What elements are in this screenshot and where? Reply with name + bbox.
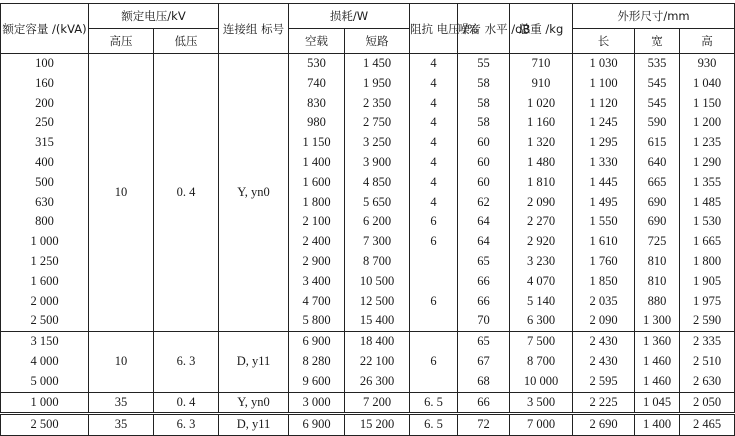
capacity-cell: 800 xyxy=(1,212,89,232)
noise-cell: 66 xyxy=(458,292,510,312)
length-cell: 2 595 xyxy=(573,372,635,392)
weight-cell: 8 700 xyxy=(510,352,573,372)
capacity-cell: 1 000 xyxy=(1,392,89,414)
connection-cell: D, y11 xyxy=(219,414,289,436)
loss-short-cell: 7 200 xyxy=(345,392,410,414)
width-cell: 1 360 xyxy=(635,332,680,352)
noise-cell: 65 xyxy=(458,332,510,352)
noise-cell: 58 xyxy=(458,74,510,94)
width-cell: 535 xyxy=(635,54,680,74)
noise-cell: 58 xyxy=(458,94,510,114)
loss-noload-cell: 830 xyxy=(289,94,345,114)
header-connection: 连接组 标号 xyxy=(219,4,289,54)
weight-cell: 2 270 xyxy=(510,212,573,232)
loss-short-cell: 15 200 xyxy=(345,414,410,436)
impedance-cell: 4 xyxy=(410,113,458,133)
table-row xyxy=(1,414,735,436)
noise-cell: 64 xyxy=(458,232,510,252)
weight-cell: 1 160 xyxy=(510,113,573,133)
impedance-cell: 6. 5 xyxy=(410,392,458,414)
loss-short-cell: 26 300 xyxy=(345,372,410,392)
spec-table-container xyxy=(0,3,722,436)
impedance-cell: 4 xyxy=(410,54,458,74)
loss-noload-cell: 4 700 xyxy=(289,292,345,312)
voltage-low-cell: 0. 4 xyxy=(154,392,219,414)
weight-cell: 1 020 xyxy=(510,94,573,114)
noise-cell: 60 xyxy=(458,173,510,193)
capacity-cell: 500 xyxy=(1,173,89,193)
length-cell: 1 550 xyxy=(573,212,635,232)
impedance-cell xyxy=(410,272,458,292)
impedance-cell: 6 xyxy=(410,332,458,392)
capacity-cell: 200 xyxy=(1,94,89,114)
width-cell: 665 xyxy=(635,173,680,193)
loss-noload-cell: 8 280 xyxy=(289,352,345,372)
capacity-cell: 630 xyxy=(1,193,89,213)
height-cell: 1 485 xyxy=(680,193,735,213)
width-cell: 725 xyxy=(635,232,680,252)
impedance-cell xyxy=(410,311,458,331)
width-cell: 590 xyxy=(635,113,680,133)
impedance-cell: 6. 5 xyxy=(410,414,458,436)
weight-cell: 7 500 xyxy=(510,332,573,352)
weight-cell: 3 500 xyxy=(510,392,573,414)
length-cell: 1 495 xyxy=(573,193,635,213)
width-cell: 690 xyxy=(635,193,680,213)
height-cell: 1 235 xyxy=(680,133,735,153)
width-cell: 545 xyxy=(635,74,680,94)
loss-noload-cell: 740 xyxy=(289,74,345,94)
loss-short-cell: 6 200 xyxy=(345,212,410,232)
weight-cell: 2 920 xyxy=(510,232,573,252)
length-cell: 1 100 xyxy=(573,74,635,94)
header-dimensions: 外形尺寸/mm xyxy=(573,4,735,29)
loss-short-cell: 2 750 xyxy=(345,113,410,133)
table-row xyxy=(1,332,735,352)
connection-cell: Y, yn0 xyxy=(219,392,289,414)
height-cell: 2 050 xyxy=(680,392,735,414)
loss-short-cell: 1 450 xyxy=(345,54,410,74)
height-cell: 1 150 xyxy=(680,94,735,114)
capacity-cell: 3 150 xyxy=(1,332,89,352)
loss-noload-cell: 6 900 xyxy=(289,414,345,436)
noise-cell: 64 xyxy=(458,212,510,232)
voltage-low-cell: 6. 3 xyxy=(154,332,219,392)
loss-noload-cell: 2 900 xyxy=(289,252,345,272)
length-cell: 1 445 xyxy=(573,173,635,193)
height-cell: 1 290 xyxy=(680,153,735,173)
loss-noload-cell: 530 xyxy=(289,54,345,74)
loss-short-cell: 22 100 xyxy=(345,352,410,372)
loss-noload-cell: 9 600 xyxy=(289,372,345,392)
height-cell: 2 335 xyxy=(680,332,735,352)
loss-noload-cell: 6 900 xyxy=(289,332,345,352)
capacity-cell: 2 500 xyxy=(1,311,89,331)
loss-noload-cell: 3 400 xyxy=(289,272,345,292)
table-row xyxy=(1,392,735,414)
weight-cell: 1 320 xyxy=(510,133,573,153)
loss-short-cell: 12 500 xyxy=(345,292,410,312)
header-loss-noload: 空载 xyxy=(289,29,345,54)
loss-noload-cell: 1 600 xyxy=(289,173,345,193)
width-cell: 690 xyxy=(635,212,680,232)
noise-cell: 66 xyxy=(458,392,510,414)
length-cell: 2 225 xyxy=(573,392,635,414)
length-cell: 1 295 xyxy=(573,133,635,153)
height-cell: 1 200 xyxy=(680,113,735,133)
loss-short-cell: 4 850 xyxy=(345,173,410,193)
loss-short-cell: 8 700 xyxy=(345,252,410,272)
length-cell: 1 120 xyxy=(573,94,635,114)
loss-short-cell: 15 400 xyxy=(345,311,410,331)
width-cell: 810 xyxy=(635,272,680,292)
width-cell: 545 xyxy=(635,94,680,114)
length-cell: 1 245 xyxy=(573,113,635,133)
noise-cell: 58 xyxy=(458,113,510,133)
capacity-cell: 5 000 xyxy=(1,372,89,392)
header-loss: 损耗/W xyxy=(289,4,410,29)
width-cell: 1 460 xyxy=(635,352,680,372)
noise-cell: 55 xyxy=(458,54,510,74)
length-cell: 1 850 xyxy=(573,272,635,292)
header-voltage-high: 高压 xyxy=(89,29,154,54)
loss-short-cell: 5 650 xyxy=(345,193,410,213)
height-cell: 1 040 xyxy=(680,74,735,94)
noise-cell: 62 xyxy=(458,193,510,213)
height-cell: 1 355 xyxy=(680,173,735,193)
connection-cell: Y, yn0 xyxy=(219,54,289,332)
length-cell: 2 430 xyxy=(573,352,635,372)
weight-cell: 2 090 xyxy=(510,193,573,213)
capacity-cell: 400 xyxy=(1,153,89,173)
noise-cell: 60 xyxy=(458,133,510,153)
loss-short-cell: 3 250 xyxy=(345,133,410,153)
impedance-cell: 6 xyxy=(410,212,458,232)
height-cell: 2 590 xyxy=(680,311,735,331)
transformer-spec-table xyxy=(0,3,735,436)
header-voltage: 额定电压/kV xyxy=(89,4,219,29)
header-noise: 噪音 水平 /dB xyxy=(458,4,510,54)
voltage-low-cell: 0. 4 xyxy=(154,54,219,332)
header-impedance: 阻抗 电压 /% xyxy=(410,4,458,54)
table-row xyxy=(1,54,735,74)
height-cell: 1 905 xyxy=(680,272,735,292)
length-cell: 1 610 xyxy=(573,232,635,252)
height-cell: 1 975 xyxy=(680,292,735,312)
header-capacity: 额定容量 /(kVA) xyxy=(1,4,89,54)
height-cell: 1 530 xyxy=(680,212,735,232)
height-cell: 1 665 xyxy=(680,232,735,252)
header-dim-length: 长 xyxy=(573,29,635,54)
capacity-cell: 100 xyxy=(1,54,89,74)
loss-short-cell: 7 300 xyxy=(345,232,410,252)
loss-short-cell: 3 900 xyxy=(345,153,410,173)
weight-cell: 10 000 xyxy=(510,372,573,392)
header-weight: 总重 /kg xyxy=(510,4,573,54)
loss-noload-cell: 1 400 xyxy=(289,153,345,173)
width-cell: 810 xyxy=(635,252,680,272)
length-cell: 2 690 xyxy=(573,414,635,436)
loss-noload-cell: 2 100 xyxy=(289,212,345,232)
noise-cell: 66 xyxy=(458,272,510,292)
loss-noload-cell: 3 000 xyxy=(289,392,345,414)
noise-cell: 68 xyxy=(458,372,510,392)
height-cell: 2 630 xyxy=(680,372,735,392)
weight-cell: 1 810 xyxy=(510,173,573,193)
capacity-cell: 160 xyxy=(1,74,89,94)
voltage-high-cell: 35 xyxy=(89,392,154,414)
weight-cell: 5 140 xyxy=(510,292,573,312)
length-cell: 1 760 xyxy=(573,252,635,272)
loss-noload-cell: 1 800 xyxy=(289,193,345,213)
length-cell: 2 035 xyxy=(573,292,635,312)
noise-cell: 72 xyxy=(458,414,510,436)
length-cell: 2 430 xyxy=(573,332,635,352)
capacity-cell: 1 600 xyxy=(1,272,89,292)
weight-cell: 3 230 xyxy=(510,252,573,272)
width-cell: 1 460 xyxy=(635,372,680,392)
impedance-cell: 4 xyxy=(410,173,458,193)
impedance-cell: 4 xyxy=(410,133,458,153)
loss-short-cell: 18 400 xyxy=(345,332,410,352)
voltage-high-cell: 10 xyxy=(89,332,154,392)
height-cell: 2 465 xyxy=(680,414,735,436)
width-cell: 880 xyxy=(635,292,680,312)
noise-cell: 60 xyxy=(458,153,510,173)
impedance-cell xyxy=(410,252,458,272)
impedance-cell: 6 xyxy=(410,232,458,252)
loss-noload-cell: 2 400 xyxy=(289,232,345,252)
impedance-cell: 4 xyxy=(410,74,458,94)
loss-short-cell: 2 350 xyxy=(345,94,410,114)
width-cell: 615 xyxy=(635,133,680,153)
height-cell: 1 800 xyxy=(680,252,735,272)
loss-short-cell: 1 950 xyxy=(345,74,410,94)
capacity-cell: 1 000 xyxy=(1,232,89,252)
weight-cell: 710 xyxy=(510,54,573,74)
width-cell: 1 045 xyxy=(635,392,680,414)
weight-cell: 910 xyxy=(510,74,573,94)
height-cell: 2 510 xyxy=(680,352,735,372)
loss-short-cell: 10 500 xyxy=(345,272,410,292)
width-cell: 1 400 xyxy=(635,414,680,436)
noise-cell: 67 xyxy=(458,352,510,372)
header-dim-width: 宽 xyxy=(635,29,680,54)
width-cell: 640 xyxy=(635,153,680,173)
width-cell: 1 300 xyxy=(635,311,680,331)
impedance-cell: 6 xyxy=(410,292,458,312)
capacity-cell: 2 500 xyxy=(1,414,89,436)
loss-noload-cell: 5 800 xyxy=(289,311,345,331)
length-cell: 1 030 xyxy=(573,54,635,74)
header-voltage-low: 低压 xyxy=(154,29,219,54)
length-cell: 2 090 xyxy=(573,311,635,331)
voltage-high-cell: 10 xyxy=(89,54,154,332)
connection-cell: D, y11 xyxy=(219,332,289,392)
loss-noload-cell: 1 150 xyxy=(289,133,345,153)
capacity-cell: 315 xyxy=(1,133,89,153)
capacity-cell: 2 000 xyxy=(1,292,89,312)
capacity-cell: 4 000 xyxy=(1,352,89,372)
length-cell: 1 330 xyxy=(573,153,635,173)
header-dim-height: 高 xyxy=(680,29,735,54)
loss-noload-cell: 980 xyxy=(289,113,345,133)
voltage-low-cell: 6. 3 xyxy=(154,414,219,436)
impedance-cell: 4 xyxy=(410,193,458,213)
weight-cell: 7 000 xyxy=(510,414,573,436)
height-cell: 930 xyxy=(680,54,735,74)
capacity-cell: 1 250 xyxy=(1,252,89,272)
weight-cell: 1 480 xyxy=(510,153,573,173)
capacity-cell: 250 xyxy=(1,113,89,133)
header-loss-short: 短路 xyxy=(345,29,410,54)
impedance-cell: 4 xyxy=(410,153,458,173)
table-header xyxy=(1,4,735,54)
impedance-cell: 4 xyxy=(410,94,458,114)
noise-cell: 65 xyxy=(458,252,510,272)
table-body xyxy=(1,54,735,436)
noise-cell: 70 xyxy=(458,311,510,331)
weight-cell: 4 070 xyxy=(510,272,573,292)
voltage-high-cell: 35 xyxy=(89,414,154,436)
weight-cell: 6 300 xyxy=(510,311,573,331)
